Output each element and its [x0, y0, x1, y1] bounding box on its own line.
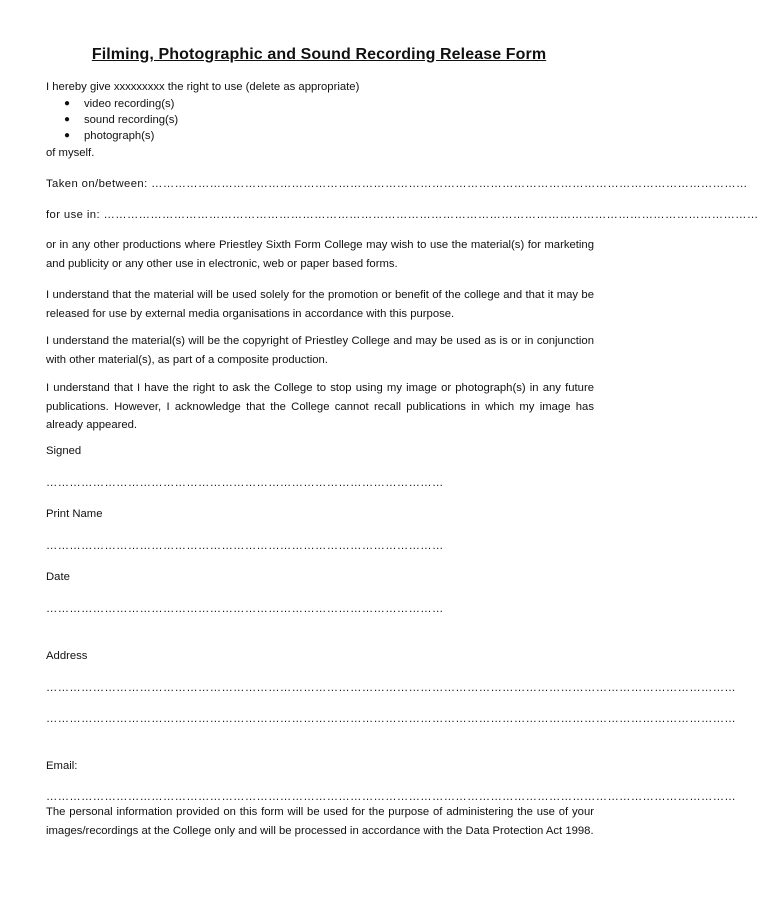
address-line-2[interactable]: …………………………………………………………………………………………………………………………………………………………… [46, 713, 737, 725]
signed-line[interactable]: ………………………………………………………………………………………… [46, 477, 444, 489]
paragraph-other-productions: or in any other productions where Priestley Sixth Form College may wish to use the material(s) for marketing and publicity or any other use in electronic, web or paper based forms. [46, 239, 594, 270]
address-line-1[interactable]: …………………………………………………………………………………………………………………………………………………………… [46, 682, 737, 694]
option-photograph: photograph(s) [84, 130, 155, 142]
date-label: Date [46, 571, 70, 583]
paragraph-copyright: I understand the material(s) will be the copyright of Priestley College and may be used as is or in conjunction with other material(s), as part of a composite production. [46, 335, 594, 366]
form-title: Filming, Photographic and Sound Recording Release Form [91, 46, 547, 63]
bullet-icon: ● [64, 114, 71, 125]
of-myself-text: of myself. [46, 147, 95, 159]
data-protection-note: The personal information provided on this form will be used for the purpose of administering the use of your images/recordings at the College only and will be processed in accordance with the Data Protection Act 1998. [46, 806, 594, 837]
print-name-label: Print Name [46, 508, 103, 520]
address-label: Address [46, 650, 88, 662]
signed-label: Signed [46, 445, 82, 457]
intro-text: I hereby give xxxxxxxxx the right to use (delete as appropriate) [46, 81, 360, 93]
paragraph-right-to-stop: I understand that I have the right to ask the College to stop using my image or photograph(s) in any future publications. However, I acknowledge that the College cannot recall publications in which my image has already appeared. [46, 382, 594, 431]
bullet-icon: ● [64, 98, 71, 109]
option-sound: sound recording(s) [84, 114, 179, 126]
paragraph-promotion: I understand that the material will be used solely for the promotion or benefit of the college and that it may be released for use by external media organisations in accordance with this purpose. [46, 289, 594, 320]
bullet-icon: ● [64, 130, 71, 141]
email-label: Email: [46, 760, 78, 772]
option-video: video recording(s) [84, 98, 175, 110]
print-name-line[interactable]: ………………………………………………………………………………………… [46, 540, 444, 552]
taken-on-field[interactable]: Taken on/between: ……………………………………………………………………………………………………………………………………… [46, 178, 748, 190]
for-use-in-field[interactable]: for use in: …………………………………………………………………………………………………………………………………………………… [46, 209, 759, 221]
email-line[interactable]: …………………………………………………………………………………………………………………………………………………………… [46, 791, 737, 803]
date-line[interactable]: ………………………………………………………………………………………… [46, 603, 444, 615]
